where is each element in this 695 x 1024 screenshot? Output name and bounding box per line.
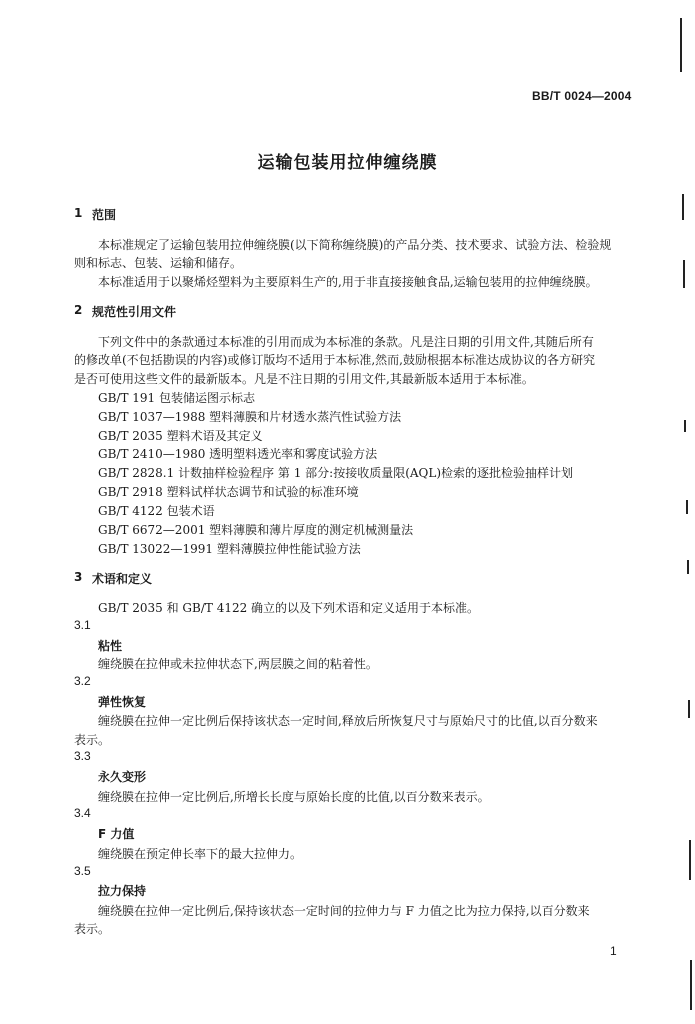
- reference-item: GB/T 2410—1980 透明塑料透光率和雾度试验方法: [98, 447, 378, 461]
- section-1-number: 1: [74, 206, 83, 220]
- section-1-para-1b: 则和标志、包装、运输和储存。: [74, 256, 243, 270]
- section-3-heading: 术语和定义: [92, 572, 153, 586]
- section-3-number: 3: [74, 570, 83, 584]
- term-heading: F 力值: [98, 827, 135, 841]
- clause-number: 3.2: [74, 674, 91, 688]
- term-definition: 缠绕膜在拉伸或未拉伸状态下,两层膜之间的粘着性。: [98, 657, 378, 671]
- reference-item: GB/T 2035 塑料术语及其定义: [98, 429, 263, 443]
- section-2-number: 2: [74, 303, 83, 317]
- term-definition: 缠绕膜在拉伸一定比例后保持该状态一定时间,释放后所恢复尺寸与原始尺寸的比值,以百分数来: [98, 714, 598, 728]
- term-heading: 永久变形: [98, 770, 147, 784]
- reference-item: GB/T 191 包装储运图示标志: [98, 391, 255, 405]
- section-1-para-2: 本标准适用于以聚烯烃塑料为主要原料生产的,用于非直接接触食品,运输包装用的拉伸缠绕膜。: [98, 275, 598, 289]
- clause-number: 3.4: [74, 806, 91, 820]
- term-definition-cont: 表示。: [74, 733, 111, 747]
- reference-item: GB/T 2918 塑料试样状态调节和试验的标准环境: [98, 485, 359, 499]
- page-title: 运输包装用拉伸缠绕膜: [257, 153, 438, 173]
- term-heading: 粘性: [98, 639, 123, 653]
- reference-item: GB/T 6672—2001 塑料薄膜和薄片厚度的测定机械测量法: [98, 523, 414, 537]
- scan-edge-mark: [689, 840, 691, 880]
- reference-item: GB/T 1037—1988 塑料薄膜和片材透水蒸汽性试验方法: [98, 410, 402, 424]
- scan-edge-mark: [687, 560, 689, 574]
- reference-item: GB/T 13022—1991 塑料薄膜拉伸性能试验方法: [98, 542, 361, 556]
- scan-edge-mark: [680, 18, 682, 72]
- section-2-intro-1: 下列文件中的条款通过本标准的引用而成为本标准的条款。凡是注日期的引用文件,其随后所有: [98, 335, 594, 349]
- scan-edge-mark: [686, 500, 688, 514]
- term-heading: 弹性恢复: [98, 695, 147, 709]
- reference-item: GB/T 2828.1 计数抽样检验程序 第 1 部分:按接收质量限(AQL)检索的逐批检验抽样计划: [98, 466, 574, 480]
- scan-edge-mark: [684, 420, 686, 432]
- reference-item: GB/T 4122 包装术语: [98, 504, 215, 518]
- clause-number: 3.3: [74, 749, 91, 763]
- term-definition: 缠绕膜在拉伸一定比例后,所增长长度与原始长度的比值,以百分数来表示。: [98, 790, 490, 804]
- term-definition-cont: 表示。: [74, 922, 111, 936]
- scan-edge-mark: [688, 700, 690, 718]
- section-2-intro-2: 的修改单(不包括勘误的内容)或修订版均不适用于本标准,然而,鼓励根据本标准达成协议的各方研究: [74, 353, 595, 367]
- page-number: 1: [610, 944, 617, 958]
- term-heading: 拉力保持: [98, 884, 147, 898]
- clause-number: 3.5: [74, 864, 91, 878]
- section-2-intro-3: 是否可使用这些文件的最新版本。凡是不注日期的引用文件,其最新版本适用于本标准。: [74, 372, 534, 386]
- scan-edge-mark: [683, 260, 685, 288]
- section-2-heading: 规范性引用文件: [92, 305, 177, 319]
- scan-edge-mark: [682, 194, 684, 220]
- term-definition: 缠绕膜在拉伸一定比例后,保持该状态一定时间的拉伸力与 F 力值之比为拉力保持,以百分数来: [98, 904, 590, 918]
- section-1-para-1a: 本标准规定了运输包装用拉伸缠绕膜(以下简称缠绕膜)的产品分类、技术要求、试验方法、检验规: [98, 238, 612, 252]
- scan-edge-mark: [690, 960, 692, 1010]
- term-definition: 缠绕膜在预定伸长率下的最大拉伸力。: [98, 847, 303, 861]
- section-1-heading: 范围: [92, 208, 117, 222]
- section-3-intro: GB/T 2035 和 GB/T 4122 确立的以及下列术语和定义适用于本标准。: [98, 601, 480, 615]
- standard-code: BB/T 0024—2004: [532, 89, 632, 103]
- clause-number: 3.1: [74, 618, 91, 632]
